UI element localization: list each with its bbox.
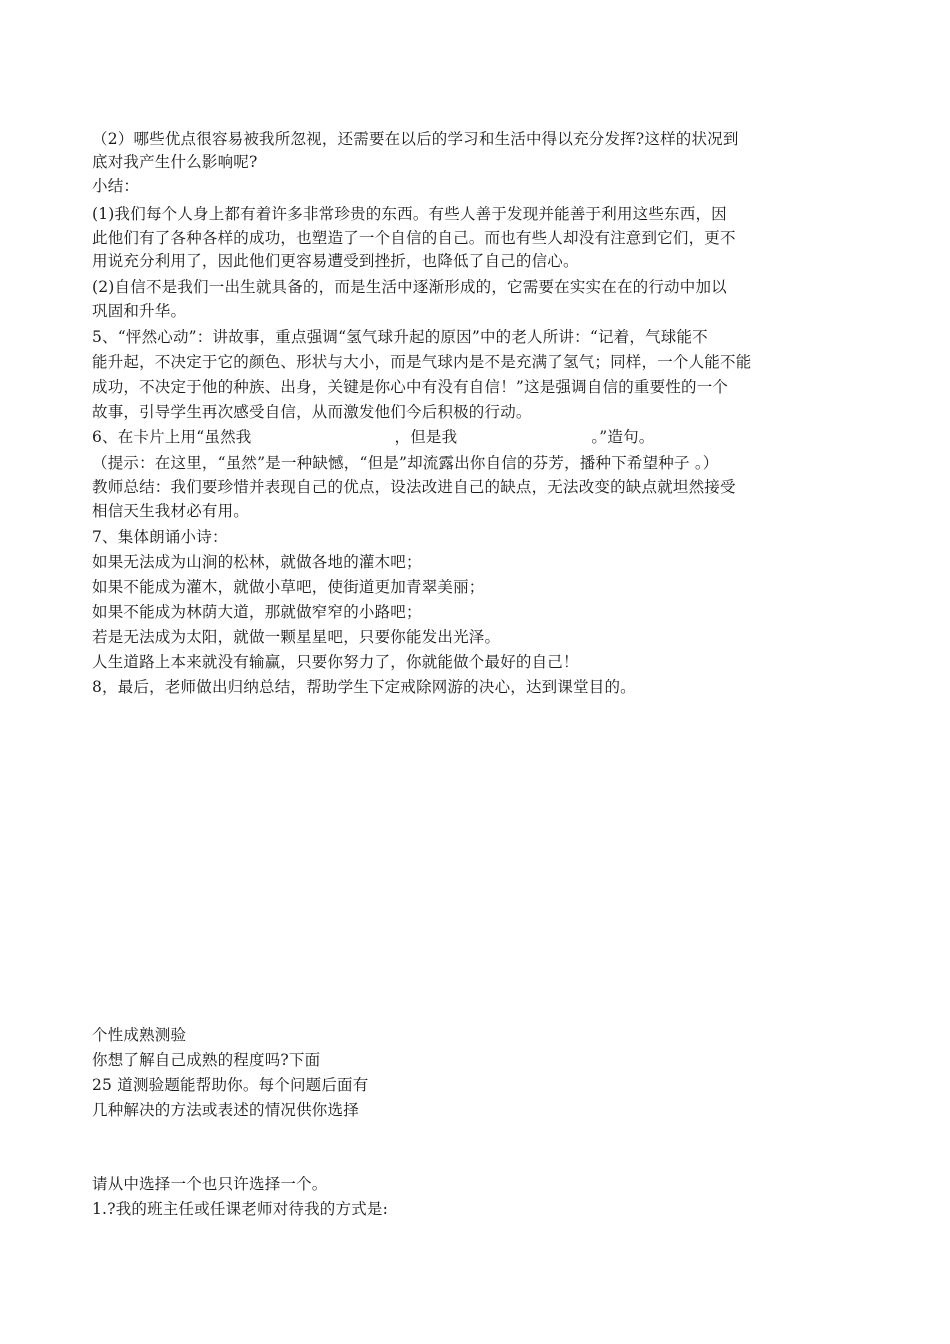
poem-line: 人生道路上本来就没有输赢，只要你努力了，你就能做个最好的自己！ [92, 653, 579, 671]
paragraph-line: 25 道测验题能帮助你。每个问题后面有 [92, 1076, 369, 1094]
poem-line: 如果不能成为灌木，就做小草吧，使街道更加青翠美丽； [92, 578, 485, 596]
paragraph-line: 底对我产生什么影响呢? [92, 153, 258, 171]
paragraph-line: (1)我们每个人身上都有着许多非常珍贵的东西。有些人善于发现并能善于利用这些东西，因 [92, 205, 727, 223]
summary-heading: 小结： [92, 177, 140, 195]
paragraph-line: 用说充分利用了，因此他们更容易遭受到挫折，也降低了自己的信心。 [92, 252, 579, 270]
paragraph-line: 能升起，不决定于它的颜色、形状与大小，而是气球内是不是充满了氢气；同样，一个人能不能 [92, 353, 752, 371]
paragraph-line: 7、集体朗诵小诗： [92, 528, 228, 546]
paragraph-line: 8，最后，老师做出归纳总结，帮助学生下定戒除网游的决心，达到课堂目的。 [92, 678, 636, 696]
paragraph-line: （提示：在这里，“虽然”是一种缺憾，“但是”却流露出你自信的芬芳，播种下希望种子 。） [92, 454, 719, 472]
test-title: 个性成熟测验 [92, 1026, 187, 1044]
paragraph-line: (2)自信不是我们一出生就具备的，而是生活中逐渐形成的，它需要在实实在在的行动中加以 [92, 278, 727, 296]
poem-line: 若是无法成为太阳，就做一颗星星吧，只要你能发出光泽。 [92, 628, 501, 646]
paragraph-line: 相信天生我材必有用。 [92, 502, 250, 520]
paragraph-line: 故事，引导学生再次感受自信，从而激发他们今后积极的行动。 [92, 403, 532, 421]
paragraph-line: 巩固和升华。 [92, 302, 187, 320]
paragraph-line: 此他们有了各种各样的成功，也塑造了一个自信的自己。而也有些人却没有注意到它们，更不 [92, 229, 736, 247]
paragraph-line: 成功，不决定于他的种族、出身，关键是你心中有没有自信！”这是强调自信的重要性的一个 [92, 378, 729, 396]
paragraph-line: 你想了解自己成熟的程度吗?下面 [92, 1051, 321, 1069]
poem-line: 如果不能成为林荫大道，那就做窄窄的小路吧； [92, 603, 422, 621]
paragraph-line: 请从中选择一个也只许选择一个。 [92, 1175, 328, 1193]
question-line: 1.?我的班主任或任课老师对待我的方式是: [92, 1200, 389, 1218]
fill-in-sentence [92, 426, 872, 448]
fill-in-part2: ，但是我 [394, 428, 458, 446]
paragraph-line: 5、“怦然心动”：讲故事，重点强调“氢气球升起的原因”中的老人所讲：“记着，气球能不 [92, 328, 708, 346]
paragraph-line: 教师总结：我们要珍惜并表现自己的优点，设法改进自己的缺点，无法改变的缺点就坦然接受 [92, 478, 736, 496]
paragraph-line: 几种解决的方法或表述的情况供你选择 [92, 1101, 359, 1119]
fill-in-part1: 6、在卡片上用“虽然我 [92, 428, 252, 446]
poem-line: 如果无法成为山涧的松林，就做各地的灌木吧； [92, 553, 422, 571]
fill-in-part3: 。”造句。 [591, 428, 655, 446]
paragraph-line: （2）哪些优点很容易被我所忽视，还需要在以后的学习和生活中得以充分发挥?这样的状况到 [92, 130, 739, 148]
